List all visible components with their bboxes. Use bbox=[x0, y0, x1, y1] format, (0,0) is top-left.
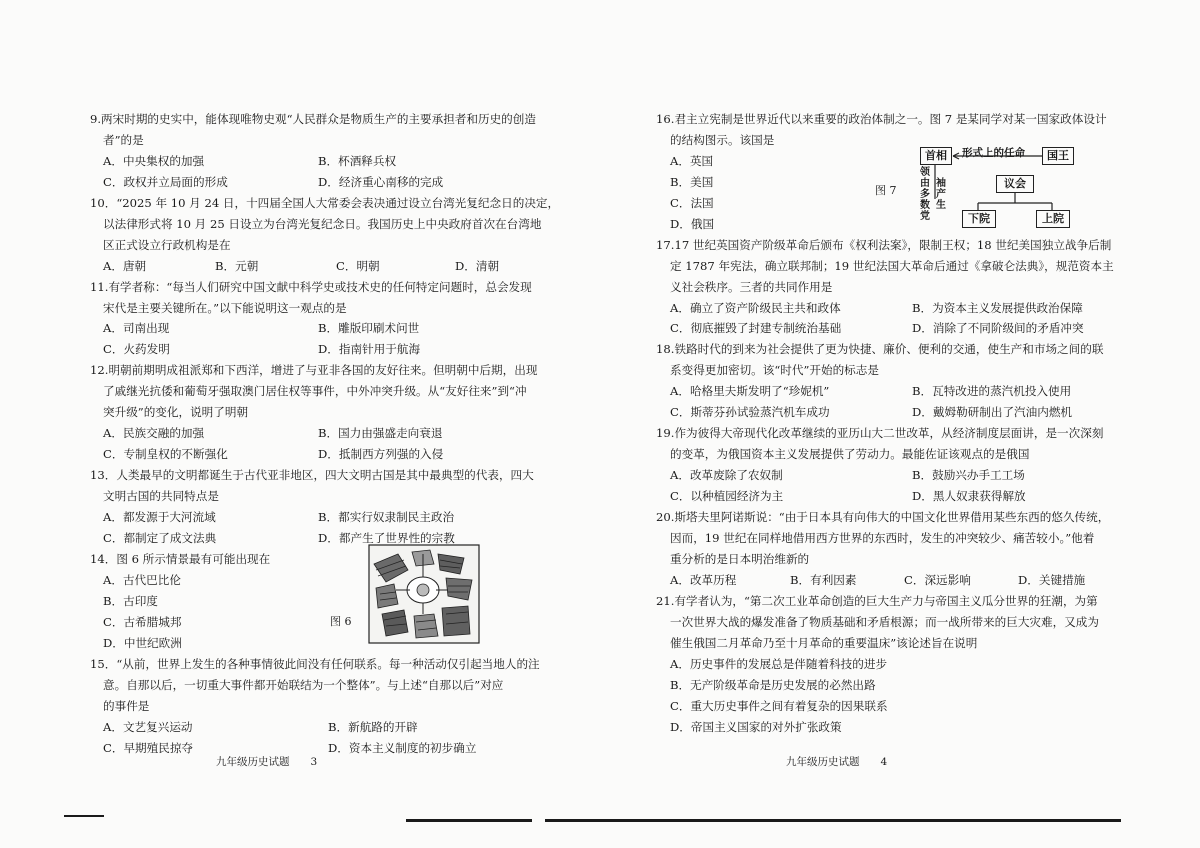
q15-option-d: D．资本主义制度的初步确立 bbox=[328, 741, 477, 755]
produce-char-3: 生 bbox=[936, 200, 946, 211]
figure-7-label: 图 7 bbox=[875, 184, 897, 197]
q17-line-3: 义社会秩序。三者的共同作用是 bbox=[670, 280, 833, 294]
q19-line-2: 的变革，为俄国资本主义发展提供了劳动力。最能佐证该观点的是俄国 bbox=[670, 447, 1030, 461]
q18-line-2: 系变得更加密切。该“时代”开始的标志是 bbox=[670, 363, 879, 377]
q10-line-3: 区正式设立行政机构是在 bbox=[103, 238, 231, 252]
q19-option-d: D．黑人奴隶获得解放 bbox=[912, 489, 1026, 503]
q14-option-a: A．古代巴比伦 bbox=[103, 573, 181, 587]
q14-option-c: C．古希腊城邦 bbox=[103, 615, 182, 629]
q14-option-d: D．中世纪欧洲 bbox=[103, 636, 182, 650]
q16-line-1: 16.君主立宪制是世界近代以来重要的政治体制之一。图 7 是某同学对某一国家政体设计 bbox=[656, 112, 1107, 126]
lead-char-2: 由 bbox=[920, 178, 930, 189]
q12-option-c: C．专制皇权的不断强化 bbox=[103, 447, 228, 461]
q15-line-1: 15．“从前，世界上发生的各种事情彼此间没有任何联系。每一种活动仅引起当地人的注 bbox=[90, 657, 540, 671]
q10-option-b: B．元朝 bbox=[215, 259, 259, 273]
q16-option-b: B．美国 bbox=[670, 175, 714, 189]
prime-minister-box: 首相 bbox=[920, 147, 952, 165]
q18-line-1: 18.铁路时代的到来为社会提供了更为快捷、廉价、便利的交通，使生产和市场之间的联 bbox=[656, 342, 1104, 356]
q10-option-d: D．清朝 bbox=[455, 259, 500, 273]
q21-line-3: 催生俄国二月革命乃至十月革命的重要温床”该论述旨在说明 bbox=[670, 636, 978, 650]
q20-option-a: A．改革历程 bbox=[670, 573, 737, 587]
q20-line-3: 重分析的是日本明治维新的 bbox=[670, 552, 810, 566]
q18-option-b: B．瓦特改进的蒸汽机投入使用 bbox=[912, 384, 1072, 398]
majority-party-leader-text bbox=[920, 167, 930, 222]
q13-option-a: A．都发源于大河流域 bbox=[103, 510, 216, 524]
q11-option-d: D．指南针用于航海 bbox=[318, 342, 421, 356]
q9-option-a: A．中央集权的加强 bbox=[103, 154, 205, 168]
parliament-box: 议会 bbox=[996, 175, 1034, 193]
q21-line-1: 21.有学者认为，“第二次工业革命创造的巨大生产力与帝国主义瓜分世界的狂潮，为第 bbox=[656, 594, 1098, 608]
q12-option-b: B．国力由强盛走向衰退 bbox=[318, 426, 443, 440]
q12-option-d: D．抵制西方列强的入侵 bbox=[318, 447, 444, 461]
q21-line-2: 一次世界大战的爆发准备了物质基础和矛盾根源；而一战所带来的巨大灾难，又成为 bbox=[670, 615, 1099, 629]
q13-line-1: 13．人类最早的文明都诞生于古代亚非地区，四大文明古国是其中最典型的代表，四大 bbox=[90, 468, 534, 482]
q14-line-1: 14．图 6 所示情景最有可能出现在 bbox=[90, 552, 271, 566]
q16-line-2: 的结构图示。该国是 bbox=[670, 133, 775, 147]
q16-option-a: A．英国 bbox=[670, 154, 714, 168]
q17-option-d: D．消除了不同阶级间的矛盾冲突 bbox=[912, 321, 1084, 335]
bottom-rule-left bbox=[64, 815, 104, 817]
lead-char-4: 数 bbox=[920, 200, 930, 211]
q13-option-b: B．都实行奴隶制民主政治 bbox=[318, 510, 455, 524]
q18-option-c: C．斯蒂芬孙试验蒸汽机车成功 bbox=[670, 405, 830, 419]
produce-char-2: 产 bbox=[936, 189, 946, 200]
q9-option-c: C．政权并立局面的形成 bbox=[103, 175, 228, 189]
q17-line-2: 定 1787 年宪法，确立联邦制；19 世纪法国大革命后通过《拿破仑法典》，规范资本主 bbox=[670, 259, 1114, 273]
q12-option-a: A．民族交融的加强 bbox=[103, 426, 205, 440]
q15-line-3: 的事件是 bbox=[103, 699, 150, 713]
q15-line-2: 意。自那以后，一切重大事件都开始联结为一个整体”。与上述“自那以后”对应 bbox=[103, 678, 504, 692]
q9-line-2: 者”的是 bbox=[103, 133, 144, 147]
produce-char-1: 袖 bbox=[936, 178, 946, 189]
q20-option-d: D．关键措施 bbox=[1018, 573, 1086, 587]
q14-option-b: B．古印度 bbox=[103, 594, 158, 608]
q16-option-d: D．俄国 bbox=[670, 217, 715, 231]
q13-option-c: C．都制定了成文法典 bbox=[103, 531, 217, 545]
q18-option-a: A．哈格里夫斯发明了“珍妮机” bbox=[670, 384, 830, 398]
q21-option-c: C．重大历史事件之间有着复杂的因果联系 bbox=[670, 699, 888, 713]
q17-option-a: A．确立了资产阶级民主共和政体 bbox=[670, 301, 841, 315]
produce-text bbox=[936, 178, 946, 211]
q13-line-2: 文明古国的共同特点是 bbox=[103, 489, 219, 503]
q16-option-c: C．法国 bbox=[670, 196, 714, 210]
q20-option-c: C．深远影响 bbox=[904, 573, 971, 587]
q17-option-c: C．彻底摧毁了封建专制统治基础 bbox=[670, 321, 842, 335]
q19-option-b: B．鼓励兴办手工工场 bbox=[912, 468, 1025, 482]
q21-option-b: B．无产阶级革命是历史发展的必然出路 bbox=[670, 678, 876, 692]
lead-char-5: 党 bbox=[920, 211, 930, 222]
q21-option-d: D．帝国主义国家的对外扩张政策 bbox=[670, 720, 842, 734]
right-page-footer: 九年级历史试题 4 bbox=[786, 756, 888, 768]
monarch-box: 国王 bbox=[1042, 147, 1074, 165]
q20-line-2: 因而，19 世纪在同样地借用西方世界的东西时，发生的冲突较少、痛苦较小。”他着 bbox=[670, 531, 1095, 545]
q10-line-1: 10．“2025 年 10 月 24 日，十四届全国人大常委会表决通过设立台湾光复纪念日的决定， bbox=[90, 196, 560, 210]
q10-option-a: A．唐朝 bbox=[103, 259, 147, 273]
q12-line-3: 突升级”的变化，说明了明朝 bbox=[103, 405, 249, 419]
q20-option-b: B．有利因素 bbox=[790, 573, 857, 587]
q17-line-1: 17.17 世纪英国资产阶级革命后颁布《权利法案》，限制王权；18 世纪美国独立战争后制 bbox=[656, 238, 1112, 252]
q12-line-2: 了戚继光抗倭和葡萄牙强取澳门居住权等事件，中外冲突升级。从“友好往来”到“冲 bbox=[103, 384, 527, 398]
q11-line-1: 11.有学者称：“每当人们研究中国文献中科学史或技术史的任何特定问题时，总会发现 bbox=[90, 280, 532, 294]
q19-option-c: C．以种植园经济为主 bbox=[670, 489, 784, 503]
q11-option-c: C．火药发明 bbox=[103, 342, 170, 356]
q18-option-d: D．戴姆勒研制出了汽油内燃机 bbox=[912, 405, 1073, 419]
lower-house-box: 下院 bbox=[962, 210, 996, 228]
nominal-appointment-label: 形式上的任命 bbox=[962, 147, 1025, 159]
q11-option-b: B．雕版印刷术问世 bbox=[318, 321, 420, 335]
q19-line-1: 19.作为彼得大帝现代化改革继续的亚历山大二世改革，从经济制度层面讲，是一次深刻 bbox=[656, 426, 1104, 440]
q11-line-2: 宋代是主要关键所在。”以下能说明这一观点的是 bbox=[103, 301, 347, 315]
figure-6-label: 图 6 bbox=[330, 615, 352, 628]
lead-char-1: 领 bbox=[920, 167, 930, 178]
q11-option-a: A．司南出现 bbox=[103, 321, 170, 335]
lead-char-3: 多 bbox=[920, 189, 930, 200]
left-page-footer: 九年级历史试题 3 bbox=[216, 756, 318, 768]
q20-line-1: 20.斯塔夫里阿诺斯说：“由于日本具有向伟大的中国文化世界借用某些东西的悠久传统， bbox=[656, 510, 1110, 524]
q13-option-d: D．都产生了世界性的宗教 bbox=[318, 531, 455, 545]
upper-house-box: 上院 bbox=[1036, 210, 1070, 228]
q15-option-a: A．文艺复兴运动 bbox=[103, 720, 193, 734]
q15-option-b: B．新航路的开辟 bbox=[328, 720, 418, 734]
q15-option-c: C．早期殖民掠夺 bbox=[103, 741, 194, 755]
q10-line-2: 以法律形式将 10 月 25 日设立为台湾光复纪念日。我国历史上中央政府首次在台湾地 bbox=[103, 217, 542, 231]
figure-6-city-map bbox=[368, 544, 480, 644]
q9-option-d: D．经济重心南移的完成 bbox=[318, 175, 444, 189]
q21-option-a: A．历史事件的发展总是伴随着科技的进步 bbox=[670, 657, 888, 671]
q19-option-a: A．改革废除了农奴制 bbox=[670, 468, 783, 482]
bottom-rule-right bbox=[545, 819, 1121, 822]
bottom-rule-mid bbox=[406, 819, 532, 822]
q12-line-1: 12.明朝前期明成祖派郑和下西洋，增进了与亚非各国的友好往来。但明朝中后期，出现 bbox=[90, 363, 538, 377]
q17-option-b: B．为资本主义发展提供政治保障 bbox=[912, 301, 1083, 315]
q9-line-1: 9.两宋时期的史实中，能体现唯物史观“人民群众是物质生产的主要承担者和历史的创造 bbox=[90, 112, 536, 126]
q9-option-b: B．杯酒释兵权 bbox=[318, 154, 397, 168]
q10-option-c: C．明朝 bbox=[336, 259, 380, 273]
figure-7-diagram bbox=[918, 145, 1100, 229]
